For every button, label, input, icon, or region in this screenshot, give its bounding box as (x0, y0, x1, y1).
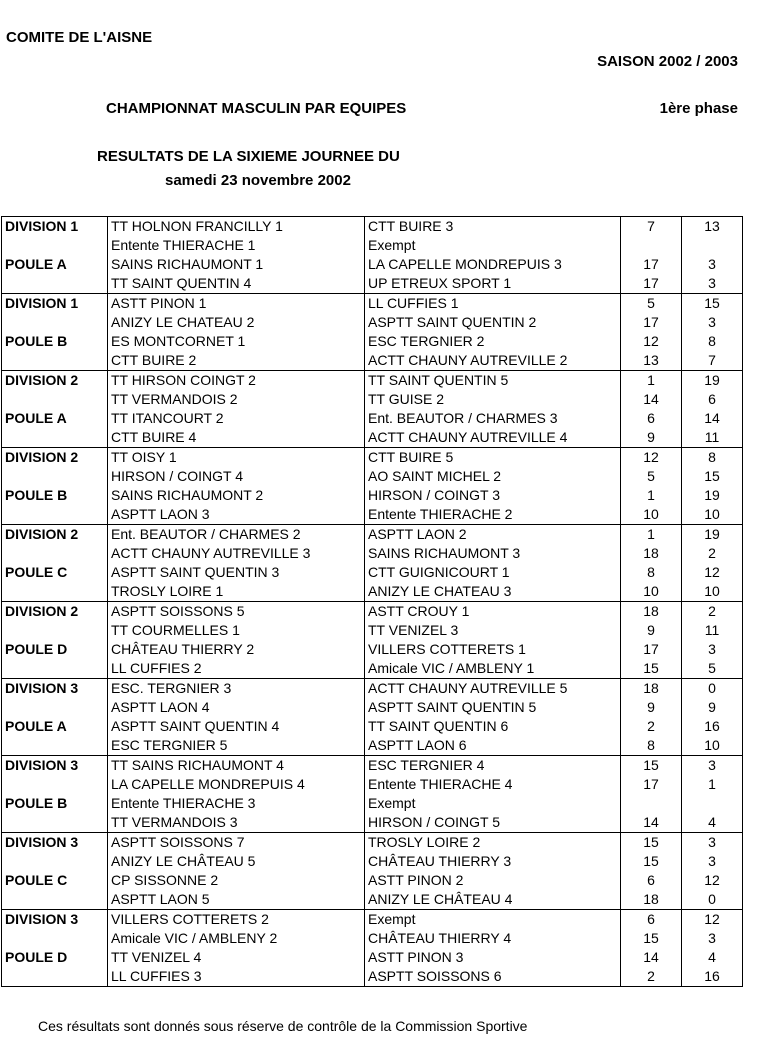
away-team: SAINS RICHAUMONT 3 (365, 544, 621, 563)
away-team: VILLERS COTTERETS 1 (365, 640, 621, 659)
away-score: 3 (682, 274, 743, 294)
away-team: HIRSON / COINGT 3 (365, 486, 621, 505)
home-team: ASPTT LAON 4 (108, 698, 365, 717)
match-row (2, 698, 743, 717)
away-team: ESC TERGNIER 2 (365, 332, 621, 351)
away-score: 10 (682, 582, 743, 602)
home-score: 15 (621, 929, 682, 948)
match-row (2, 351, 743, 371)
away-team: AO SAINT MICHEL 2 (365, 467, 621, 486)
away-team: ASPTT SAINT QUENTIN 2 (365, 313, 621, 332)
division-label: DIVISION 1 (2, 217, 108, 237)
home-score: 6 (621, 409, 682, 428)
home-team: TROSLY LOIRE 1 (108, 582, 365, 602)
away-team: TT VENIZEL 3 (365, 621, 621, 640)
away-team: LA CAPELLE MONDREPUIS 3 (365, 255, 621, 274)
match-row (2, 525, 743, 545)
home-score: 10 (621, 582, 682, 602)
home-team: TT OISY 1 (108, 448, 365, 468)
home-score: 5 (621, 467, 682, 486)
home-team: ASPTT SAINT QUENTIN 4 (108, 717, 365, 736)
away-team: ACTT CHAUNY AUTREVILLE 4 (365, 428, 621, 448)
home-score: 14 (621, 813, 682, 833)
home-score: 15 (621, 833, 682, 853)
division-label: DIVISION 2 (2, 525, 108, 545)
away-team: CTT BUIRE 3 (365, 217, 621, 237)
group-cell (2, 236, 108, 255)
away-score: 1 (682, 775, 743, 794)
group-cell (2, 544, 108, 563)
home-team: LL CUFFIES 2 (108, 659, 365, 679)
home-team: VILLERS COTTERETS 2 (108, 910, 365, 930)
match-row (2, 717, 743, 736)
group-cell (2, 428, 108, 448)
away-score: 19 (682, 525, 743, 545)
home-score: 15 (621, 659, 682, 679)
away-score: 8 (682, 332, 743, 351)
division-label: DIVISION 2 (2, 602, 108, 622)
away-score: 12 (682, 910, 743, 930)
away-score: 0 (682, 679, 743, 699)
group-cell (2, 698, 108, 717)
away-score: 15 (682, 294, 743, 314)
match-row (2, 217, 743, 237)
group-cell (2, 659, 108, 679)
match-row (2, 910, 743, 930)
away-team: ASTT PINON 2 (365, 871, 621, 890)
footer-note: Ces résultats sont donnés sous réserve de contrôle de la Commission Sportive (38, 1018, 528, 1034)
away-team: CHÂTEAU THIERRY 3 (365, 852, 621, 871)
home-score: 9 (621, 428, 682, 448)
division-label: DIVISION 3 (2, 910, 108, 930)
away-score: 0 (682, 890, 743, 910)
away-team: ANIZY LE CHÂTEAU 4 (365, 890, 621, 910)
away-team: ASTT CROUY 1 (365, 602, 621, 622)
home-team: ES MONTCORNET 1 (108, 332, 365, 351)
home-score: 13 (621, 351, 682, 371)
away-score: 3 (682, 255, 743, 274)
away-score: 12 (682, 563, 743, 582)
home-score (621, 236, 682, 255)
match-row (2, 929, 743, 948)
results-table (1, 216, 743, 987)
group-cell (2, 967, 108, 987)
home-score: 18 (621, 890, 682, 910)
away-team: CHÂTEAU THIERRY 4 (365, 929, 621, 948)
away-score (682, 794, 743, 813)
away-team: ASPTT LAON 2 (365, 525, 621, 545)
away-score: 9 (682, 698, 743, 717)
home-team: TT SAINT QUENTIN 4 (108, 274, 365, 294)
away-score: 16 (682, 967, 743, 987)
home-team: CTT BUIRE 4 (108, 428, 365, 448)
away-team: ASPTT SOISSONS 6 (365, 967, 621, 987)
home-score: 9 (621, 621, 682, 640)
away-score: 13 (682, 217, 743, 237)
home-team: Entente THIERACHE 1 (108, 236, 365, 255)
match-row (2, 371, 743, 391)
poule-label: POULE D (2, 948, 108, 967)
away-team: LL CUFFIES 1 (365, 294, 621, 314)
away-team: TT GUISE 2 (365, 390, 621, 409)
match-row (2, 313, 743, 332)
match-row (2, 390, 743, 409)
match-row (2, 332, 743, 351)
away-team: CTT GUIGNICOURT 1 (365, 563, 621, 582)
home-score: 8 (621, 563, 682, 582)
away-score: 11 (682, 428, 743, 448)
group-cell (2, 274, 108, 294)
away-score: 10 (682, 736, 743, 756)
away-score: 11 (682, 621, 743, 640)
away-team: Entente THIERACHE 2 (365, 505, 621, 525)
away-score: 3 (682, 756, 743, 776)
away-score: 2 (682, 602, 743, 622)
away-score: 19 (682, 486, 743, 505)
home-team: ANIZY LE CHÂTEAU 5 (108, 852, 365, 871)
away-team: ESC TERGNIER 4 (365, 756, 621, 776)
away-team: TT SAINT QUENTIN 6 (365, 717, 621, 736)
match-row (2, 428, 743, 448)
away-score: 5 (682, 659, 743, 679)
home-score: 9 (621, 698, 682, 717)
group-cell (2, 351, 108, 371)
group-cell (2, 929, 108, 948)
home-score: 12 (621, 332, 682, 351)
home-score: 1 (621, 486, 682, 505)
away-team: ACTT CHAUNY AUTREVILLE 2 (365, 351, 621, 371)
away-score: 10 (682, 505, 743, 525)
match-row (2, 640, 743, 659)
match-row (2, 833, 743, 853)
season-label: SAISON 2002 / 2003 (597, 53, 738, 70)
championship-title: CHAMPIONNAT MASCULIN PAR EQUIPES (106, 100, 407, 117)
match-row (2, 409, 743, 428)
away-team: ASTT PINON 3 (365, 948, 621, 967)
away-score: 7 (682, 351, 743, 371)
home-team: CHÂTEAU THIERRY 2 (108, 640, 365, 659)
group-cell (2, 505, 108, 525)
poule-label: POULE B (2, 332, 108, 351)
home-team: ASPTT SAINT QUENTIN 3 (108, 563, 365, 582)
home-score: 17 (621, 640, 682, 659)
home-team: TT ITANCOURT 2 (108, 409, 365, 428)
home-team: Entente THIERACHE 3 (108, 794, 365, 813)
away-score: 4 (682, 813, 743, 833)
match-row (2, 736, 743, 756)
home-team: LL CUFFIES 3 (108, 967, 365, 987)
poule-label: POULE A (2, 409, 108, 428)
home-score: 8 (621, 736, 682, 756)
away-score: 14 (682, 409, 743, 428)
division-label: DIVISION 3 (2, 679, 108, 699)
group-cell (2, 852, 108, 871)
away-team: TROSLY LOIRE 2 (365, 833, 621, 853)
home-team: ASPTT LAON 3 (108, 505, 365, 525)
division-label: DIVISION 2 (2, 371, 108, 391)
away-team: TT SAINT QUENTIN 5 (365, 371, 621, 391)
poule-label: POULE A (2, 717, 108, 736)
home-score: 18 (621, 544, 682, 563)
division-label: DIVISION 3 (2, 756, 108, 776)
home-team: ASPTT SOISSONS 5 (108, 602, 365, 622)
away-score: 2 (682, 544, 743, 563)
away-team: UP ETREUX SPORT 1 (365, 274, 621, 294)
match-row (2, 775, 743, 794)
away-score: 19 (682, 371, 743, 391)
poule-label: POULE B (2, 486, 108, 505)
home-score: 15 (621, 756, 682, 776)
home-score: 2 (621, 717, 682, 736)
away-score: 3 (682, 640, 743, 659)
home-team: TT VENIZEL 4 (108, 948, 365, 967)
away-team: Exempt (365, 910, 621, 930)
match-row (2, 679, 743, 699)
committee-title: COMITE DE L'AISNE (6, 29, 153, 46)
match-row (2, 505, 743, 525)
match-row (2, 794, 743, 813)
home-team: CP SISSONNE 2 (108, 871, 365, 890)
match-row (2, 756, 743, 776)
home-score: 10 (621, 505, 682, 525)
home-score (621, 794, 682, 813)
phase-label: 1ère phase (659, 100, 738, 117)
home-team: TT VERMANDOIS 3 (108, 813, 365, 833)
home-team: ESC TERGNIER 5 (108, 736, 365, 756)
match-row (2, 274, 743, 294)
division-label: DIVISION 1 (2, 294, 108, 314)
home-score: 17 (621, 775, 682, 794)
division-label: DIVISION 3 (2, 833, 108, 853)
home-score: 18 (621, 679, 682, 699)
match-row (2, 602, 743, 622)
poule-label: POULE A (2, 255, 108, 274)
home-team: ACTT CHAUNY AUTREVILLE 3 (108, 544, 365, 563)
away-team: CTT BUIRE 5 (365, 448, 621, 468)
group-cell (2, 736, 108, 756)
home-score: 1 (621, 371, 682, 391)
home-team: ANIZY LE CHATEAU 2 (108, 313, 365, 332)
division-label: DIVISION 2 (2, 448, 108, 468)
results-title: RESULTATS DE LA SIXIEME JOURNEE DU (97, 148, 400, 165)
match-row (2, 621, 743, 640)
away-team: ASPTT SAINT QUENTIN 5 (365, 698, 621, 717)
away-score: 3 (682, 929, 743, 948)
home-score: 17 (621, 274, 682, 294)
group-cell (2, 313, 108, 332)
home-score: 6 (621, 871, 682, 890)
group-cell (2, 621, 108, 640)
away-score: 12 (682, 871, 743, 890)
match-row (2, 871, 743, 890)
home-team: SAINS RICHAUMONT 1 (108, 255, 365, 274)
home-score: 2 (621, 967, 682, 987)
away-score: 8 (682, 448, 743, 468)
match-row (2, 890, 743, 910)
away-team: Entente THIERACHE 4 (365, 775, 621, 794)
home-team: ASPTT SOISSONS 7 (108, 833, 365, 853)
poule-label: POULE C (2, 563, 108, 582)
home-team: TT COURMELLES 1 (108, 621, 365, 640)
away-score: 16 (682, 717, 743, 736)
away-team: Amicale VIC / AMBLENY 1 (365, 659, 621, 679)
group-cell (2, 813, 108, 833)
match-row (2, 255, 743, 274)
away-score: 15 (682, 467, 743, 486)
group-cell (2, 890, 108, 910)
match-row (2, 659, 743, 679)
away-score: 6 (682, 390, 743, 409)
home-score: 17 (621, 255, 682, 274)
home-team: ASPTT LAON 5 (108, 890, 365, 910)
home-team: TT HIRSON COINGT 2 (108, 371, 365, 391)
group-cell (2, 582, 108, 602)
match-row (2, 948, 743, 967)
home-team: TT HOLNON FRANCILLY 1 (108, 217, 365, 237)
home-team: HIRSON / COINGT 4 (108, 467, 365, 486)
match-row (2, 582, 743, 602)
poule-label: POULE D (2, 640, 108, 659)
away-score: 3 (682, 833, 743, 853)
home-score: 17 (621, 313, 682, 332)
away-team: Exempt (365, 236, 621, 255)
home-team: TT SAINS RICHAUMONT 4 (108, 756, 365, 776)
home-score: 6 (621, 910, 682, 930)
group-cell (2, 467, 108, 486)
match-row (2, 544, 743, 563)
away-score: 3 (682, 313, 743, 332)
group-cell (2, 775, 108, 794)
away-score: 4 (682, 948, 743, 967)
match-row (2, 294, 743, 314)
away-score: 3 (682, 852, 743, 871)
away-team: ANIZY LE CHATEAU 3 (365, 582, 621, 602)
home-team: Ent. BEAUTOR / CHARMES 2 (108, 525, 365, 545)
away-score (682, 236, 743, 255)
home-team: LA CAPELLE MONDREPUIS 4 (108, 775, 365, 794)
match-row (2, 236, 743, 255)
poule-label: POULE B (2, 794, 108, 813)
match-row (2, 563, 743, 582)
match-row (2, 967, 743, 987)
home-score: 12 (621, 448, 682, 468)
results-date: samedi 23 novembre 2002 (165, 172, 351, 189)
home-team: TT VERMANDOIS 2 (108, 390, 365, 409)
away-team: Exempt (365, 794, 621, 813)
home-team: Amicale VIC / AMBLENY 2 (108, 929, 365, 948)
group-cell (2, 390, 108, 409)
home-team: ASTT PINON 1 (108, 294, 365, 314)
home-score: 7 (621, 217, 682, 237)
home-score: 5 (621, 294, 682, 314)
away-team: HIRSON / COINGT 5 (365, 813, 621, 833)
match-row (2, 813, 743, 833)
match-row (2, 448, 743, 468)
home-score: 18 (621, 602, 682, 622)
home-score: 14 (621, 948, 682, 967)
match-row (2, 467, 743, 486)
match-row (2, 852, 743, 871)
away-team: ASPTT LAON 6 (365, 736, 621, 756)
away-team: Ent. BEAUTOR / CHARMES 3 (365, 409, 621, 428)
poule-label: POULE C (2, 871, 108, 890)
home-team: ESC. TERGNIER 3 (108, 679, 365, 699)
home-score: 15 (621, 852, 682, 871)
home-score: 14 (621, 390, 682, 409)
home-team: SAINS RICHAUMONT 2 (108, 486, 365, 505)
away-team: ACTT CHAUNY AUTREVILLE 5 (365, 679, 621, 699)
home-team: CTT BUIRE 2 (108, 351, 365, 371)
match-row (2, 486, 743, 505)
home-score: 1 (621, 525, 682, 545)
results-body (2, 217, 743, 987)
